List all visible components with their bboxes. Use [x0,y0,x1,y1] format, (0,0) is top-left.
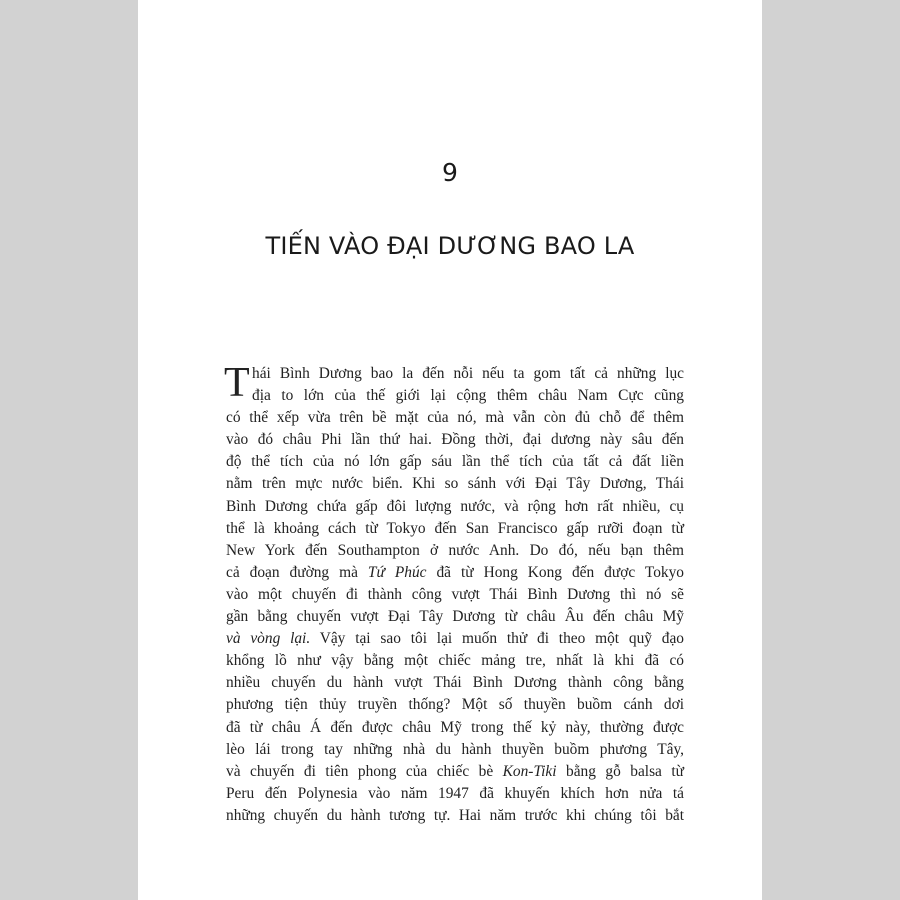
text-line: New York đến Southampton ở nước Anh. Do đó, nếu bạn thêm [226,541,684,559]
text-line: gần bằng chuyến vượt Đại Tây Dương từ châu Âu đến châu Mỹ [226,608,684,626]
text-line: cả đoạn đường mà Tứ Phúc đã từ Hong Kong đến được Tokyo [226,563,684,581]
first-paragraph-start [224,360,684,407]
text-line: có thể xếp vừa trên bề mặt của nó, mà vẫn còn đủ chỗ để thêm [226,409,684,427]
chapter-number: 9 [442,158,458,187]
text-line: những chuyến du hành tương tự. Hai năm trước khi chúng tôi bắt [226,806,684,824]
text-line: Peru đến Polynesia vào năm 1947 đã khuyến khích hơn nửa tá [226,784,684,802]
text-line: hái Bình Dương bao la đến nỗi nếu ta gom tất cả những lục [252,365,684,382]
text-line: nằm trên mực nước biển. Khi so sánh với Đại Tây Dương, Thái [226,475,684,493]
text-line: địa to lớn của thế giới lại cộng thêm châu Nam Cực cũng [252,387,684,405]
text-line: nhiều chuyến du hành vượt Thái Bình Dương thành công bằng [226,674,684,692]
text-line: đã từ châu Á đến được châu Mỹ trong thế kỷ này, thường được [226,718,684,736]
text-line: độ thể tích của nó lớn gấp sáu lần thể tích của tất cả đất liền [226,453,684,471]
drop-cap: T [224,360,250,406]
book-page [138,0,762,900]
text-line: thể là khoảng cách từ Tokyo đến San Francisco gấp rưỡi đoạn từ [226,519,684,537]
text-line: vào một chuyến đi thành công vượt Thái Bình Dương thì nó sẽ [226,585,684,603]
body-text [224,360,685,827]
right-gutter [762,0,900,900]
text-line: lèo lái trong tay những nhà du hành thuyền buồm phương Tây, [226,740,684,758]
text-line: vào đó châu Phi lần thứ hai. Đồng thời, đại dương này sâu đến [226,431,684,449]
text-line: Bình Dương chứa gấp đôi lượng nước, và rộng hơn rất nhiều, cụ [226,497,684,515]
italic-phrase: và vòng lại. [226,630,311,648]
text-line: khổng lồ như vậy bằng một chiếc mảng tre, nhất là khi đã có [226,652,684,670]
left-gutter [0,0,138,900]
text-line: và vòng lại. Vậy tại sao tôi lại muốn thử đi theo một quỹ đạo [226,630,685,648]
chapter-title: TIẾN VÀO ĐẠI DƯƠNG BAO LA [265,232,635,260]
italic-ship-name: Tứ Phúc [367,563,427,581]
text-line: phương tiện thủy truyền thống? Một số thuyền buồm cánh dơi [226,696,684,714]
italic-raft-name: Kon-Tiki [502,762,557,780]
text-line: và chuyến đi tiên phong của chiếc bè Kon-Tiki bằng gỗ balsa từ [226,762,684,780]
